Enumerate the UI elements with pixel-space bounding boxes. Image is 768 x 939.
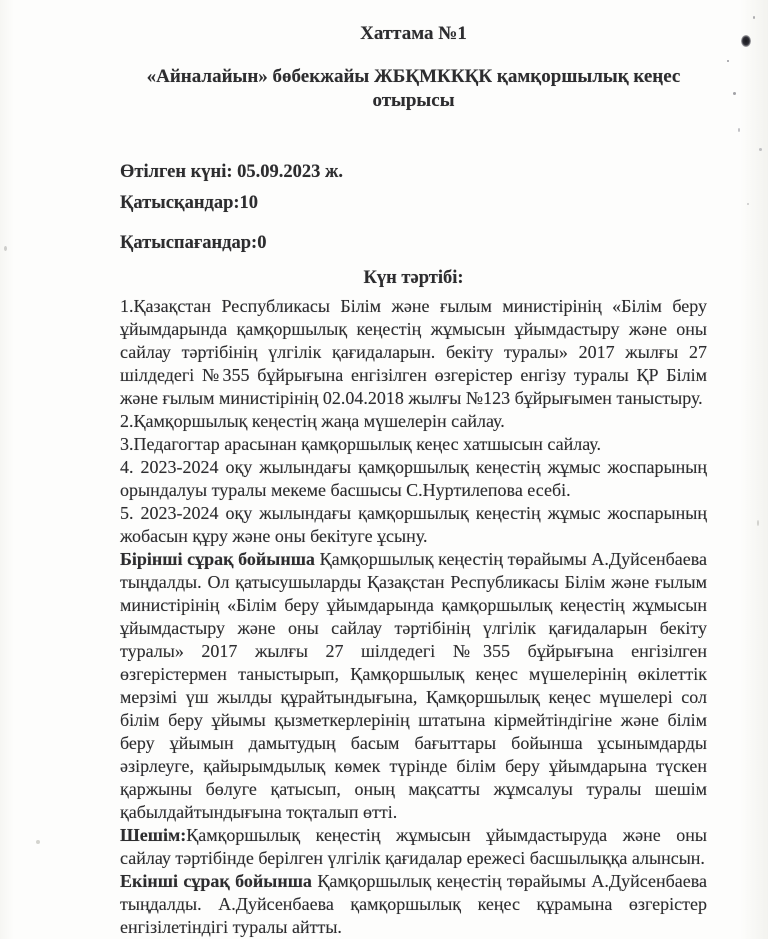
scan-speck — [4, 246, 7, 251]
scan-speck — [757, 520, 759, 526]
section-first-question-body: Қамқоршылық кеңестің төрайымы А.Дуйсенбаева тыңдалды. Ол қатысушыларды Қазақстан Республикасы Білім және ғылым министірінің «Білім беру ұйымдарында қамқоршылық кеңестің жұмысын ұйымдастыру және оны сайлау тәртібінің үлгілік қағидаларын бекіту туралы» 2017 жылғы 27 шілдедегі №355 бұйрығына енгізілген өзгерістермен таныстырып, Қамқоршылық кеңес мүшелерінің өкілеттік мерзімі үш жылды құрайтындығына, Қамқоршылық кеңес мүшелері сол білім беру ұйымы қызметкерлерінің штатына кірмейтіндігіне және білім беру ұйымын дамытудың басым бағыттары бойынша ұсынымдарды әзірлеуге, қайырымдылық көмек түрінде білім беру ұйымдарына түскен қаржыны бөлуге қатысып, оның мақсатты жұмсалуы туралы шешім қабылдайтындығына тоқталып өтті. — [120, 549, 707, 822]
meta-absent-count: Қатыспағандар:0 — [120, 233, 267, 253]
agenda-item-5: 5. 2023-2024 оқу жылындағы қамқоршылық кеңестің жұмыс жоспарының жобасын құру және оны бекітуге ұсыну. — [120, 503, 707, 546]
section-first-question — [120, 548, 707, 824]
ink-blot — [741, 35, 751, 47]
section-second-question-lead: Екінші сұрақ бойынша — [120, 871, 312, 891]
section-decision-body: Қамқоршылық кеңестің жұмысын ұйымдастыруда және оны сайлау тәртібінде берілген үлгілік қағидалар ережесі басшылыққа алынсын. — [120, 825, 707, 868]
section-decision — [120, 824, 707, 870]
scan-speck — [738, 128, 740, 132]
section-second-question — [120, 870, 707, 939]
agenda-item-3: 3.Педагогтар арасынан қамқоршылық кеңес хатшысын сайлау. — [120, 434, 602, 454]
scan-speck — [36, 840, 40, 844]
scan-speck — [747, 203, 749, 205]
scan-speck — [753, 16, 755, 19]
meta-held-date: Өтілген күні: 05.09.2023 ж. — [120, 162, 344, 182]
document-body — [120, 295, 707, 939]
meta-block — [120, 157, 707, 219]
document-content — [120, 22, 707, 939]
scan-speck — [759, 148, 762, 151]
section-second-question-body: Қамқоршылық кеңестің төрайымы А.Дуйсенбаева тыңдалды. А.Дуйсенбаева қамқоршылық кеңес құрамына өзгерістер енгізілетіндігі туралы айтты. — [120, 871, 707, 937]
document-title: Хаттама №1 — [360, 23, 467, 44]
section-first-question-lead: Бірінші сұрақ бойынша — [120, 549, 315, 569]
meta-attended-count: Қатысқандар:10 — [120, 193, 259, 213]
agenda-item-1: 1.Қазақстан Республикасы Білім және ғылым министірінің «Білім беру ұйымдарында қамқоршылық кеңестің жұмысын ұйымдастыру және оны сайлау тәртібінің үлгілік қағидаларын. бекіту туралы» 2017 жылғы 27 шілдедегі №355 бұйрығына енгізілген өзгерістер енгізу туралы ҚР Білім және ғылым министірінің 02.04.2018 жылғы №123 бұйрығымен таныстыру. — [120, 296, 707, 408]
agenda-item-2: 2.Қамқоршылық кеңестің жаңа мүшелерін сайлау. — [120, 411, 505, 431]
scan-speck — [733, 92, 736, 95]
scan-speck — [727, 60, 729, 62]
document-subtitle: «Айналайын» бөбекжайы ЖБҚМККҚК қамқоршылық кеңес отырысы — [146, 66, 681, 111]
agenda-item-4: 4. 2023-2024 оқу жылындағы қамқоршылық кеңестің жұмыс жоспарының орындалуы туралы мекеме басшысы С.Нуртилепова есебі. — [120, 457, 707, 500]
agenda-heading: Күн тәртібі: — [363, 268, 464, 288]
section-decision-lead: Шешім: — [120, 825, 187, 845]
